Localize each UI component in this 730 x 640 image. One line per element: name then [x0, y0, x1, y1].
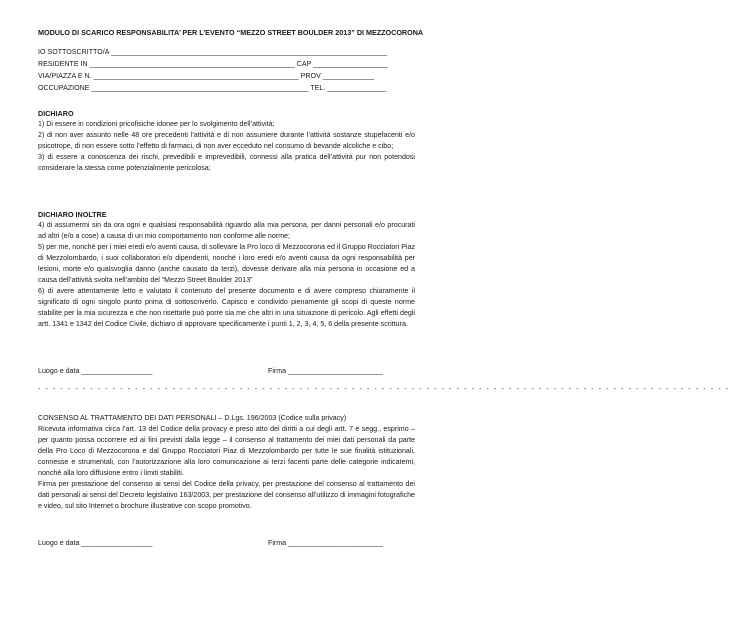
declaration-item: 4) di assumermi sin da ora ogni e qualsiasi responsabilità riguardo alla mia persona, per danni personali e/o procurati ad altri (e/o a cose) a causa di un mio comportamento non conforme alle norme; — [38, 221, 415, 240]
place-date-line: Luogo e data __________________ — [38, 367, 153, 375]
name-field-line: IO SOTTOSCRITTO/A ______________________________________________________________________ — [38, 48, 388, 56]
declaration-item: 6) di avere attentamente letto e valutato il contenuto del presente documento e di avere compreso chiaramente il significato di ogni singolo punto prima di sottoscriverlo. Capisco e condivido pienamente gli scopi di queste norme stabilite per la mia sicurezza e che non risettarle può porre sia me che altri in una situazione di pericolo. Agli effetti degli artt. 1341 e 1342 del Codice Civile, dichiaro di approvare specificamente i punti 1, 2, 3, 4, 5, 6 della presente scrittura. — [38, 287, 415, 328]
dichiaro-heading: DICHIARO — [38, 109, 74, 118]
place-date-line: Luogo e data __________________ — [38, 539, 153, 547]
privacy-heading: CONSENSO AL TRATTAMENTO DEI DATI PERSONALI – D.Lgs. 196/2003 (Codice sulla privacy) — [38, 414, 347, 422]
form-title: MODULO DI SCARICO RESPONSABILITA’ PER L’EVENTO “MEZZO STREET BOULDER 2013” DI MEZZOCORONA — [38, 28, 424, 37]
dichiaro-section — [38, 119, 415, 174]
privacy-paragraph: Firma per prestazione del consenso ai sensi del Codice della privacy, per prestazione del consenso al trattamento dei dati personali ai sensi del Decreto legislativo 163/2003, per prestazione del consenso all’utilizzo di immagini fotografiche e video, sul sito Internet o brochure illustrative con scopo promotivo. — [38, 480, 415, 510]
cut-separator: - - - - - - - - - - - - - - - - - - - - - - - - - - - - - - - - - - - - - - - - - - - - - - - - - - - - - - - - - - - - - - - - - - - - - - - - - - - - - - - - - - - - - - - - - - - - - — [38, 386, 730, 393]
residence-field-line: RESIDENTE IN ____________________________________________________ CAP ___________________ — [38, 60, 389, 68]
declaration-item: 5) per me, nonché per i miei eredi e/o aventi causa, di sollevare la Pro loco di Mezzocorona ed il Gruppo Rocciatori Piaz di Mezzolombardo, i suoi collaboratori e/o dipendenti, nonché i loro eredi e/o aventi causa da ogni responsabilità per lesioni, morte e/o qualsvoglia danno (anche causato da terzi), dovesse derivare alla mia persona in occasione ed a causa dell’attività svolta nell’ambito del “Mezzo Street Boulder 2013” — [38, 243, 415, 284]
privacy-paragraph: Ricevuta informativa circa l’art. 13 del Codice della provacy e preso atto dei diritti a cui degli artt. 7 e segg., esprimo – per quanto possa occorrere ed ai fini previsti dalla legge – il consenso al trattamento dei miei dati personali da parte della Pro Loco di Mezzocorona e dal Gruppo Rocciatori Piaz di Mezzolombardo per tutte le sue finalità istituzionali, connesse e strumentali, con l’autorizzazione alla loro comunicazione ai terzi facenti parte delle categorie indicatemi, nonché alla loro diffusione entro i limiti stabiliti. — [38, 425, 415, 477]
dichiaro-inoltre-heading: DICHIARO INOLTRE — [38, 210, 107, 219]
declaration-item: 3) di essere a conoscenza dei rischi, prevedibili e imprevedibili, connessi alla pratica dell’attività pur non potendosi considerare la stessa come potenzialmente pericolosa; — [38, 153, 415, 172]
declaration-item: 2) di non aver assunto nelle 48 ore precedenti l’attività e di non assumere durante l’attività sostanze stupefacenti e/o psicotrope, di non essere sotto l’effetto di farmaci, di non aver ecceduto nel consumo di bevande alcoliche e cibo; — [38, 131, 415, 150]
signature-line: Firma ________________________ — [268, 539, 383, 547]
dichiaro-inoltre-section — [38, 220, 415, 330]
occupation-field-line: OCCUPAZIONE _______________________________________________________ TEL. _______________ — [38, 84, 387, 92]
signature-line: Firma ________________________ — [268, 367, 383, 375]
address-field-line: VIA/PIAZZA E N. ____________________________________________________ PROV _____________ — [38, 72, 375, 80]
declaration-item: 1) Di essere in condizioni pricofisiche idonee per lo svolgimento dell’attività; — [38, 120, 275, 128]
privacy-section — [38, 424, 415, 512]
